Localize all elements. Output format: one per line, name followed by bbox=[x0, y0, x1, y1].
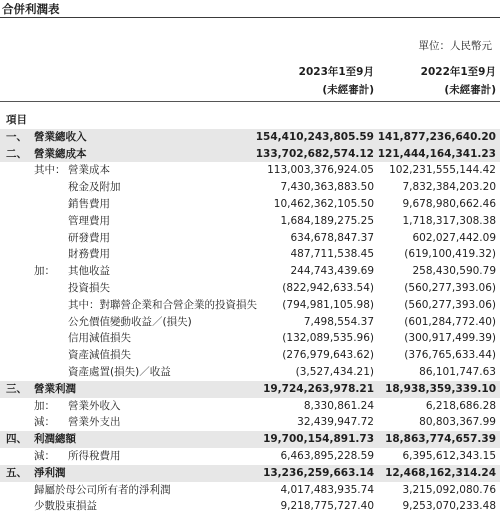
currency-unit: 單位：人民幣元 bbox=[418, 40, 492, 52]
value-2023: 7,498,554.37 bbox=[303, 315, 374, 328]
value-2023: (132,089,535.96) bbox=[282, 332, 374, 345]
value-2022: 121,444,164,341.23 bbox=[377, 147, 496, 160]
value-2023: 13,236,259,663.14 bbox=[263, 466, 374, 479]
value-2023: 1,684,189,275.25 bbox=[280, 214, 374, 227]
value-2022: (601,284,772.40) bbox=[404, 315, 496, 328]
title-divider bbox=[0, 17, 500, 18]
row-label: 稅金及附加 bbox=[68, 181, 121, 194]
row-label: 營業外支出 bbox=[68, 416, 121, 429]
row-number: 二、 bbox=[6, 147, 27, 160]
row-label: 營業利潤 bbox=[34, 382, 76, 395]
value-2022: 6,218,686.28 bbox=[425, 399, 496, 412]
row-label: 投資損失 bbox=[68, 281, 110, 294]
table-row bbox=[0, 431, 500, 448]
row-label: 管理費用 bbox=[68, 214, 110, 227]
value-2023: 4,017,483,935.74 bbox=[280, 483, 374, 496]
value-2023: 32,439,947.72 bbox=[297, 416, 374, 429]
table-row bbox=[0, 498, 500, 515]
table-row bbox=[0, 465, 500, 482]
value-2023: 19,700,154,891.73 bbox=[263, 433, 374, 446]
table-row bbox=[0, 482, 500, 499]
value-2022: (560,277,393.06) bbox=[404, 281, 496, 294]
column-period: 2023年1至9月 bbox=[298, 66, 374, 78]
row-label: 歸屬於母公司所有者的淨利潤 bbox=[34, 483, 171, 496]
table-row bbox=[0, 162, 500, 179]
value-2022: 258,430,590.79 bbox=[412, 265, 496, 278]
value-2022: 141,877,236,640.20 bbox=[377, 130, 496, 143]
value-2022: 9,678,980,662.46 bbox=[402, 197, 496, 210]
value-2022: (376,765,633.44) bbox=[404, 349, 496, 362]
value-2022: (619,100,419.32) bbox=[404, 248, 496, 261]
row-number: 一、 bbox=[6, 130, 27, 143]
column-header-2023 bbox=[299, 63, 374, 99]
table-row bbox=[0, 297, 500, 314]
value-2023: 154,410,243,805.59 bbox=[255, 130, 374, 143]
table-row bbox=[0, 196, 500, 213]
table-row bbox=[0, 112, 500, 129]
table-row bbox=[0, 230, 500, 247]
row-label: 營業成本 bbox=[68, 164, 110, 177]
value-2022: 7,832,384,203.20 bbox=[402, 181, 496, 194]
value-2022: 80,803,367.99 bbox=[419, 416, 496, 429]
table-row bbox=[0, 179, 500, 196]
value-2022: 9,253,070,233.48 bbox=[402, 500, 496, 513]
row-label: 營業總成本 bbox=[34, 147, 87, 160]
table-row bbox=[0, 129, 500, 146]
table-row bbox=[0, 381, 500, 398]
row-label: 資產處置(損失)／收益 bbox=[68, 365, 171, 378]
value-2023: 113,003,376,924.05 bbox=[267, 164, 374, 177]
column-note: (未經審計) bbox=[322, 84, 374, 96]
row-label: 營業外收入 bbox=[68, 399, 121, 412]
value-2023: 6,463,895,228.59 bbox=[280, 449, 374, 462]
value-2023: 487,711,538.45 bbox=[290, 248, 374, 261]
value-2023: 634,678,847.37 bbox=[290, 231, 374, 244]
table-row bbox=[0, 347, 500, 364]
column-period: 2022年1至9月 bbox=[420, 66, 496, 78]
table-row bbox=[0, 280, 500, 297]
row-prefix: 加： bbox=[34, 399, 55, 412]
row-label: 資產減值損失 bbox=[68, 349, 131, 362]
value-2023: 19,724,263,978.21 bbox=[263, 382, 374, 395]
value-2022: 602,027,442.09 bbox=[412, 231, 496, 244]
value-2023: (276,979,643.62) bbox=[282, 349, 374, 362]
value-2023: 244,743,439.69 bbox=[290, 265, 374, 278]
income-statement-table bbox=[0, 112, 500, 515]
table-row bbox=[0, 364, 500, 381]
table-row bbox=[0, 330, 500, 347]
value-2022: 1,718,317,308.38 bbox=[402, 214, 496, 227]
value-2023: 133,702,682,574.12 bbox=[255, 147, 374, 160]
row-number: 三、 bbox=[6, 382, 27, 395]
row-label: 銷售費用 bbox=[68, 197, 110, 210]
row-prefix: 其中： bbox=[34, 164, 66, 177]
value-2022: (300,917,499.39) bbox=[404, 332, 496, 345]
row-label: 淨利潤 bbox=[34, 466, 66, 479]
value-2022: (560,277,393.06) bbox=[404, 298, 496, 311]
row-label: 利潤總額 bbox=[34, 433, 76, 446]
row-label: 信用減值損失 bbox=[68, 332, 131, 345]
row-label: 項目 bbox=[6, 114, 27, 126]
row-prefix: 減： bbox=[34, 416, 55, 429]
table-row bbox=[0, 246, 500, 263]
row-label: 財務費用 bbox=[68, 248, 110, 261]
value-2023: (3,527,434.21) bbox=[295, 365, 374, 378]
row-label: 所得稅費用 bbox=[68, 449, 121, 462]
value-2023: (822,942,633.54) bbox=[282, 281, 374, 294]
value-2023: 8,330,861.24 bbox=[303, 399, 374, 412]
value-2022: 18,863,774,657.39 bbox=[385, 433, 496, 446]
row-number: 四、 bbox=[6, 433, 27, 446]
row-label: 研發費用 bbox=[68, 231, 110, 244]
value-2022: 102,231,555,144.42 bbox=[389, 164, 496, 177]
column-note: (未經審計) bbox=[444, 84, 496, 96]
value-2022: 3,215,092,080.76 bbox=[402, 483, 496, 496]
table-row bbox=[0, 213, 500, 230]
value-2022: 86,101,747.63 bbox=[419, 365, 496, 378]
value-2022: 12,468,162,314.24 bbox=[385, 466, 496, 479]
row-label: 公允價值變動收益／(損失) bbox=[68, 315, 192, 328]
value-2022: 6,395,612,343.15 bbox=[402, 449, 496, 462]
value-2023: 7,430,363,883.50 bbox=[280, 181, 374, 194]
table-row bbox=[0, 414, 500, 431]
table-row bbox=[0, 263, 500, 280]
row-label: 營業總收入 bbox=[34, 130, 87, 143]
row-label: 其他收益 bbox=[68, 265, 110, 278]
table-row bbox=[0, 398, 500, 415]
table-row bbox=[0, 448, 500, 465]
value-2023: 9,218,775,727.40 bbox=[280, 500, 374, 513]
value-2022: 18,938,359,339.10 bbox=[385, 382, 496, 395]
table-row bbox=[0, 146, 500, 163]
row-label: 少數股東損益 bbox=[34, 500, 97, 513]
header-divider bbox=[0, 101, 500, 102]
table-row bbox=[0, 314, 500, 331]
row-label: 其中：對聯營企業和合營企業的投資損失 bbox=[68, 298, 257, 311]
value-2023: (794,981,105.98) bbox=[282, 298, 374, 311]
page-title: 合併利潤表 bbox=[2, 2, 60, 16]
column-header-2022 bbox=[421, 63, 496, 99]
row-prefix: 加： bbox=[34, 265, 55, 278]
row-prefix: 減： bbox=[34, 449, 55, 462]
value-2023: 10,462,362,105.50 bbox=[273, 197, 374, 210]
row-number: 五、 bbox=[6, 466, 27, 479]
